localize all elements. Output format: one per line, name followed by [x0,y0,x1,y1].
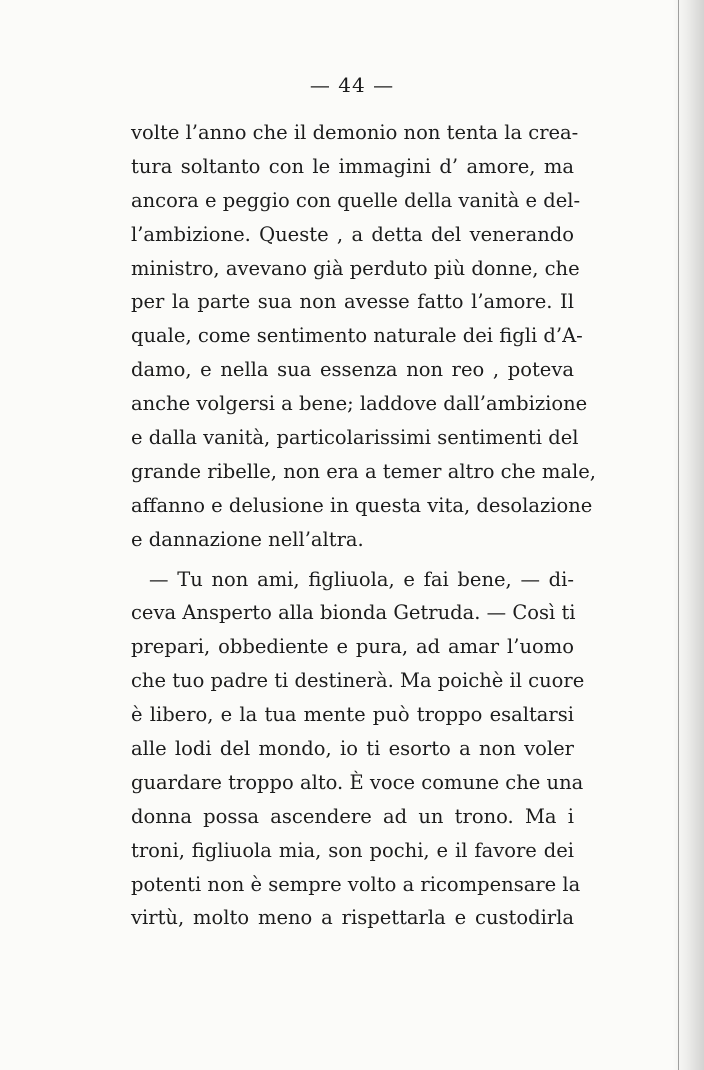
text-line: guardare troppo alto. È voce comune che una [131,770,584,794]
text-line: prepari, obbediente e pura, ad amar l’uomo [131,635,574,659]
text-line: ministro, avevano già perduto più donne, che [131,256,580,280]
text-line: volte l’anno che il demonio non tenta la crea- [131,121,579,144]
text-line: l’ambizione. Queste , a detta del venerando [131,222,574,246]
text-line: è libero, e la tua mente può troppo esaltarsi [131,703,574,727]
text-line: tura soltanto con le immagini d’ amore, ma [131,154,574,178]
text-line: alle lodi del mondo, io ti esorto a non voler [131,737,574,761]
text-line: anche volgersi a bene; laddove dall’ambizione [131,392,588,416]
text-line: damo, e nella sua essenza non reo , poteva [131,358,574,382]
text-line: e dannazione nell’altra. [131,527,364,551]
text-line: quale, come sentimento naturale dei figli d’A- [131,324,583,348]
text-line: che tuo padre ti destinerà. Ma poichè il cuore [131,669,585,693]
page-number: — 44 — [309,73,395,97]
text-line: per la parte sua non avesse fatto l’amore. Il [131,290,574,314]
text-line: donna possa ascendere ad un trono. Ma i [131,804,574,828]
text-line: ceva Ansperto alla bionda Getruda. — Così ti [131,601,576,625]
text-line: potenti non è sempre volto a ricompensare la [131,872,581,896]
text-line: virtù, molto meno a rispettarla e custodirla [131,906,574,930]
paragraph-1 [131,116,596,557]
text-line: troni, figliuola mia, son pochi, e il favore dei [131,838,574,862]
page-binding-edge [678,0,679,1070]
body-text [131,116,596,935]
text-line: e dalla vanità, particolarissimi sentimenti del [131,426,579,450]
text-line: — Tu non ami, figliuola, e fai bene, — di- [149,567,574,591]
paragraph-2 [131,563,585,936]
text-line: ancora e peggio con quelle della vanità e del- [131,188,581,212]
text-line: affanno e delusione in questa vita, desolazione [131,493,593,517]
text-line: grande ribelle, non era a temer altro che male, [131,459,596,483]
page-gutter-shadow [672,0,704,1070]
